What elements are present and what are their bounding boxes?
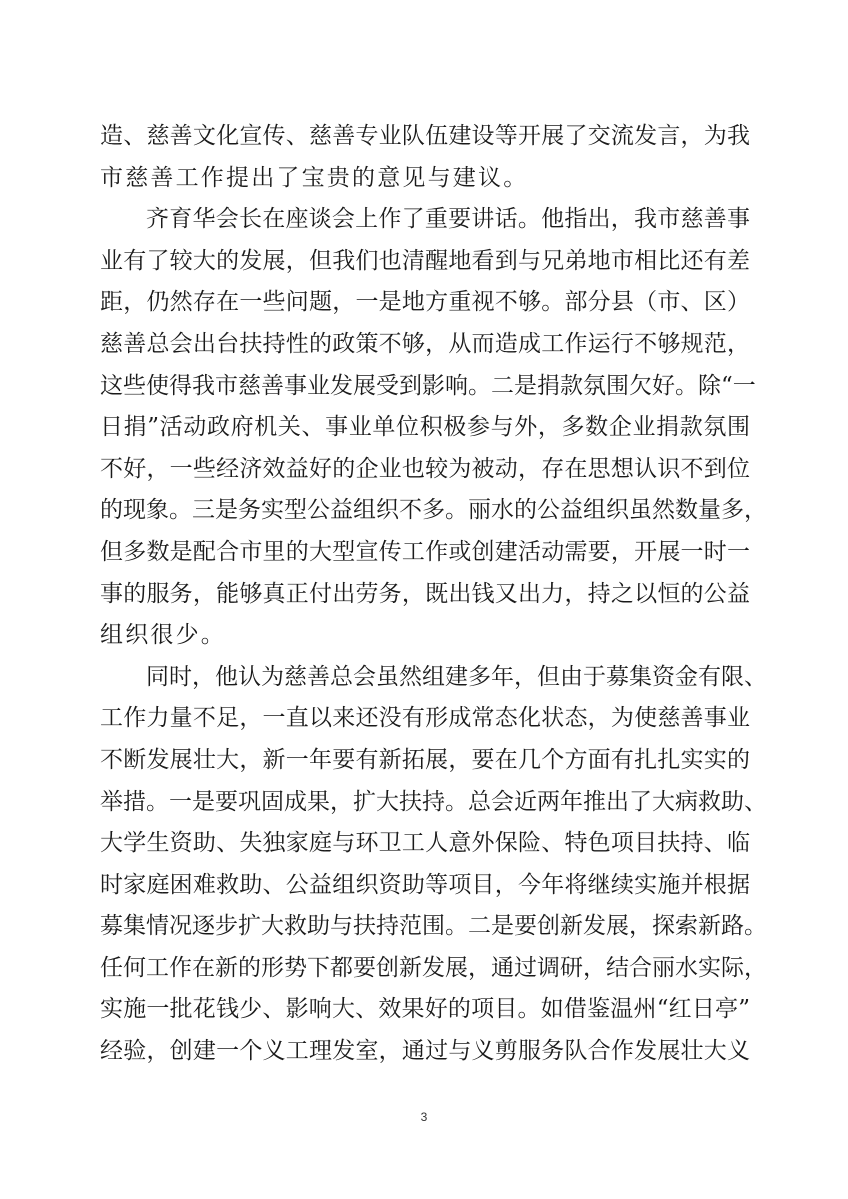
- text-line: 募集情况逐步扩大救助与扶持范围。二是要创新发展，探索新路。: [100, 913, 767, 940]
- text-line: 市慈善工作提出了宝贵的意见与建议。: [100, 164, 529, 191]
- text-line: 齐育华会长在座谈会上作了重要讲话。他指出，我市慈善事: [146, 206, 750, 233]
- text-line: 不断发展壮大，新一年要有新拓展，要在几个方面有扎扎实实的: [100, 746, 750, 773]
- text-line: 举措。一是要巩固成果，扩大扶持。总会近两年推出了大病救助、: [100, 788, 767, 815]
- text-line: 但多数是配合市里的大型宣传工作或创建活动需要，开展一时一: [100, 538, 750, 565]
- body-text: [100, 116, 767, 1073]
- text-line: 日捐”活动政府机关、事业单位积极参与外，多数企业捐款氛围: [100, 414, 750, 441]
- text-line: 距，仍然存在一些问题，一是地方重视不够。部分县（市、区）: [100, 289, 750, 316]
- text-line: 不好，一些经济效益好的企业也较为被动，存在思想认识不到位: [100, 455, 750, 482]
- text-line: 同时，他认为慈善总会虽然组建多年，但由于募集资金有限、: [146, 663, 767, 690]
- text-line: 时家庭困难救助、公益组织资助等项目，今年将继续实施并根据: [100, 871, 750, 898]
- text-line: 任何工作在新的形势下都要创新发展，通过调研，结合丽水实际，: [100, 954, 767, 981]
- page-number: 3: [420, 1110, 428, 1124]
- text-line: 造、慈善文化宣传、慈善专业队伍建设等开展了交流发言，为我: [100, 123, 750, 149]
- text-line: 经验，创建一个义工理发室，通过与义剪服务队合作发展壮大义: [100, 1038, 750, 1065]
- text-line: 业有了较大的发展，但我们也清醒地看到与兄弟地市相比还有差: [100, 247, 750, 274]
- text-line: 实施一批花钱少、影响大、效果好的项目。如借鉴温州“红日亭”: [100, 996, 750, 1023]
- text-line: 组织很少。: [100, 622, 226, 649]
- text-line: 这些使得我市慈善事业发展受到影响。二是捐款氛围欠好。除“一: [100, 372, 756, 399]
- text-line: 工作力量不足，一直以来还没有形成常态化状态，为使慈善事业: [100, 705, 750, 732]
- text-line: 的现象。三是务实型公益组织不多。丽水的公益组织虽然数量多，: [100, 497, 767, 524]
- text-line: 事的服务，能够真正付出劳务，既出钱又出力，持之以恒的公益: [100, 580, 750, 607]
- text-line: 大学生资助、失独家庭与环卫工人意外保险、特色项目扶持、临: [100, 830, 750, 857]
- text-line: 慈善总会出台扶持性的政策不够，从而造成工作运行不够规范，: [100, 330, 750, 357]
